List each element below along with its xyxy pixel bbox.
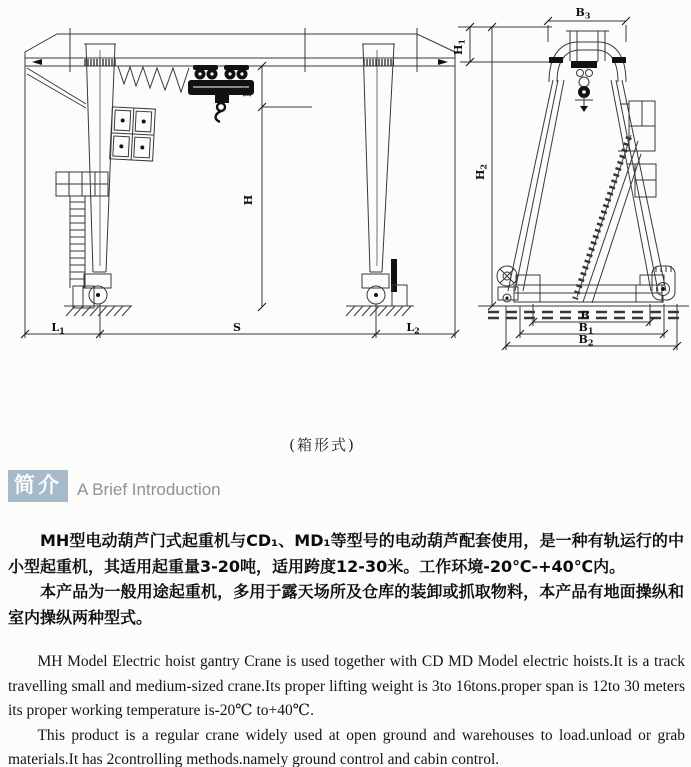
- dim-label-h: H: [242, 194, 255, 206]
- chinese-paragraph: 本产品为一般用途起重机，多用于露天场所及仓库的装卸或抓取物料，本产品有地面操纵和室内操纵两种型式。: [8, 582, 684, 627]
- side-view-dimensions: [458, 23, 681, 350]
- rail-end-arrow-right: [438, 59, 448, 65]
- chinese-paragraph: MH型电动葫芦门式起重机与CD₁、MD₁等型号的电动葫芦配套使用，是一种有轨运行的中小型起重机，其适用起重量3-20吨，适用跨度12-30米。工作环境-20℃-+40℃内。: [8, 531, 684, 576]
- dim-label-h2: $H_2$: [474, 164, 489, 180]
- dim-label-b1: $B_1$: [578, 321, 594, 336]
- english-paragraph: This product is a regular crane widely used at open ground and warehouses to load.unload or grab materials.It has 2controlling methods.namely ground control and cabin control.: [8, 726, 685, 767]
- dim-label-b: B: [580, 309, 590, 322]
- dim-label-l1: $L_1$: [51, 321, 65, 336]
- section-badge: 简介: [8, 470, 68, 502]
- hoist-side: [571, 61, 597, 112]
- front-view-drawing: [21, 28, 459, 338]
- chinese-description: [8, 528, 684, 630]
- front-view-dimensions: [21, 58, 459, 338]
- english-description: [8, 650, 685, 767]
- hook-icon: [216, 103, 225, 122]
- ground-hatch: [346, 306, 411, 316]
- dim-label-h1-front: $H_1$: [241, 81, 256, 97]
- dim-label-l2: $L_2$: [406, 321, 420, 336]
- travel-wheel-left: [64, 274, 132, 316]
- crane-leg-right: [362, 44, 395, 272]
- diagram-caption: (箱形式): [289, 436, 356, 454]
- dim-label-b3: $B_3$: [575, 6, 591, 21]
- dim-label-s: S: [233, 321, 241, 334]
- dim-label-b2: $B_2$: [578, 333, 594, 348]
- section-title: A Brief Introduction: [77, 480, 221, 499]
- dim-label-h1-side: $H_1$: [452, 39, 467, 55]
- rail-end-arrow-left: [32, 59, 42, 65]
- stairway-side: [575, 135, 641, 303]
- section-header: [8, 470, 221, 502]
- crane-leg-left: [84, 44, 116, 272]
- festoon-cable: [118, 66, 189, 92]
- english-paragraph: MH Model Electric hoist gantry Crane is used together with CD MD Model electric hoists.It is a track travelling small and medium-sized crane.Its proper lifting weight is 3to 16tons.proper span is 12to 30 meters its proper working temperature is-20℃ to+40℃.: [8, 653, 685, 719]
- travel-wheel-right: [346, 259, 414, 316]
- gantry-crane-diagram: [0, 4, 691, 356]
- operator-cabin: [110, 107, 156, 161]
- side-view-drawing: [458, 17, 689, 350]
